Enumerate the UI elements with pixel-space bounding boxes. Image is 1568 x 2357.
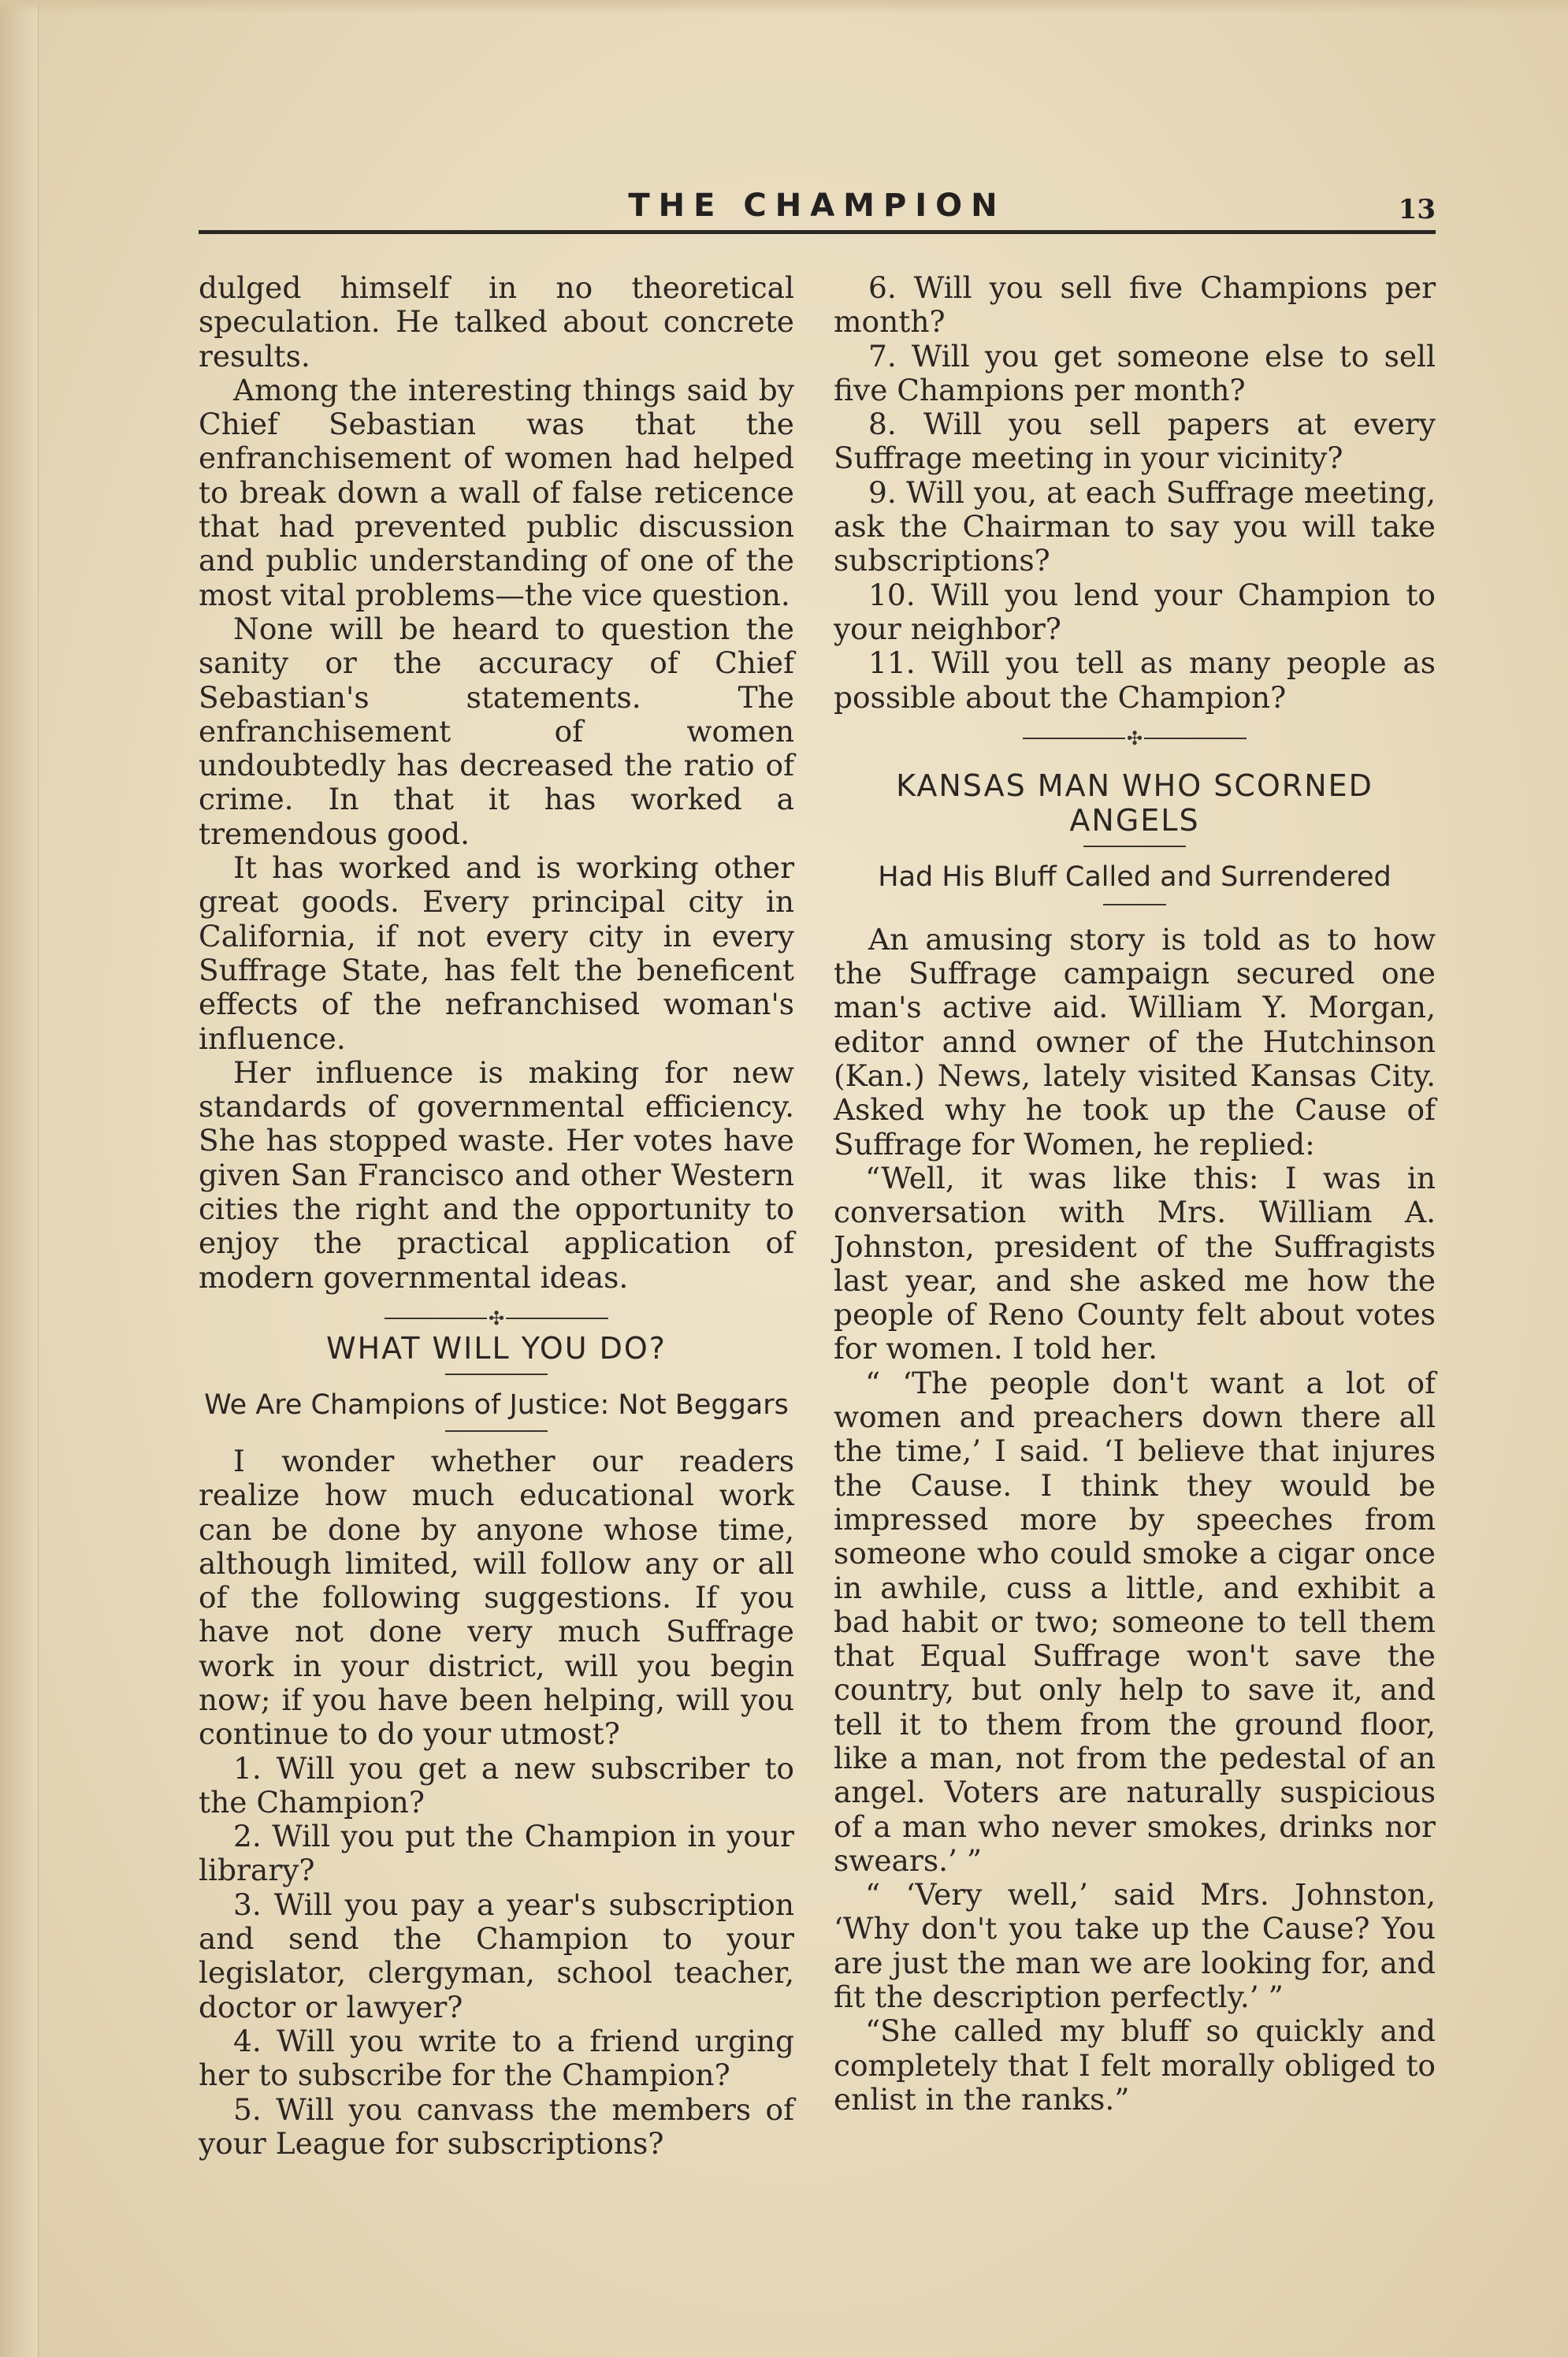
question-item: 10. Will you lend your Champion to your neighbor? [834,577,1436,646]
fleuron-icon: ✣ [488,1307,505,1330]
fleuron-icon: ✣ [1126,727,1143,750]
paragraph: “ ‘The people don't want a lot of women and preachers down there all the time,’ I said. ‘I believe that injures the Cause. I think they would be impressed more by speeches from someone who could smoke a cigar once in awhile, cuss a little, and exhibit a bad habit or two; someone to tell them that Equal Suffrage won't save the country, but only help to save it, and tell it to them from the ground floor, like a man, not from the pedestal of an angel. Voters are naturally suspicious of a man who never smokes, drinks nor swears.’ ” [834,1365,1436,1878]
page-number: 13 [1398,194,1436,225]
question-item: 11. Will you tell as many people as possible about the Champion? [834,645,1436,715]
article-subheading: Had His Bluff Called and Surrendered [878,861,1392,893]
question-item: 8. Will you sell papers at every Suffrage meeting in your vicinity? [834,407,1436,476]
heading-rule [445,1430,548,1432]
paragraph: An amusing story is told as to how the Suffrage campaign secured one man's active aid. William Y. Morgan, editor annd owner of the Hutchinson (Kan.) News, lately visited Kansas City. Asked why he took up the Cause of Suffrage for Women, he replied: [834,921,1436,1162]
question-item: 9. Will you, at each Suffrage meeting, ask the Chairman to say you will take subscriptions? [834,474,1436,578]
question-item: 5. Will you canvass the members of your League for subscriptions? [199,2091,794,2161]
left-column [199,271,794,2161]
paragraph: “ ‘Very well,’ said Mrs. Johnston, ‘Why don't you take up the Cause? You are just the man we are looking for, and fit the description perfectly.’ ” [834,1877,1436,2015]
question-item: 3. Will you pay a year's subscription and send the Champion to your legislator, clergyman, school teacher, doctor or lawyer? [199,1887,794,2024]
paragraph: “Well, it was like this: I was in conversation with Mrs. William A. Johnston, president of the Suffragists last year, and she asked me how the people of Reno County felt about votes for women. I told her. [834,1160,1436,1366]
running-head [199,183,1436,230]
section-heading: WHAT WILL YOU DO? [326,1330,667,1366]
question-item: 1. Will you get a new subscriber to the Champion? [199,1750,794,1820]
section-divider [199,1299,794,1330]
heading-rule [1103,904,1166,905]
question-item: 7. Will you get someone else to sell five Champions per month? [834,338,1436,407]
paragraph: Among the interesting things said by Chief Sebastian was that the enfranchisement of women had helped to break down a wall of false reticence that had prevented public discussion and public understanding of one of the most vital problems—the vice question. [199,372,794,612]
question-item: 2. Will you put the Champion in your library? [199,1819,794,1888]
page-binding-edge [0,0,39,2357]
paragraph: None will be heard to question the sanity or the accuracy of Chief Sebastian's statements. The enfranchisement of women undoubtedly has decreased the ratio of crime. In that it has worked a tremendous good. [199,611,794,851]
heading-rule [1083,846,1186,847]
article-heading: KANSAS MAN WHO SCORNED ANGELS [896,768,1373,838]
question-item: 6. Will you sell five Champions per month? [834,270,1436,340]
paragraph: “She called my bluff so quickly and completely that I felt morally obliged to enlist in the ranks.” [834,2013,1436,2117]
section-divider [834,719,1436,750]
paragraph: dulged himself in no theoretical speculation. He talked about concrete results. [199,270,794,374]
page-top-edge [0,0,1568,14]
section-subheading: We Are Champions of Justice: Not Beggars [204,1389,789,1421]
question-item: 4. Will you write to a friend urging her to subscribe for the Champion? [199,2023,794,2093]
publication-title: THE CHAMPION [628,188,1006,224]
paragraph: Her influence is making for new standards of governmental efficiency. She has stopped waste. Her votes have given San Francisco and other Western cities the right and the opportunity to enjoy the practical application of modern governmental ideas. [199,1054,794,1295]
right-column [834,271,1436,2117]
header-rule [199,230,1436,234]
paragraph: I wonder whether our readers realize how much educational work can be done by anyone whose time, although limited, will follow any or all of the following suggestions. If you have not done very much Suffrage work in your district, will you begin now; if you have been helping, will you continue to do your utmost? [199,1443,794,1752]
paragraph: It has worked and is working other great goods. Every principal city in California, if not every city in every Suffrage State, has felt the beneficent effects of the nefranchised woman's influence. [199,850,794,1056]
heading-rule [445,1374,548,1375]
